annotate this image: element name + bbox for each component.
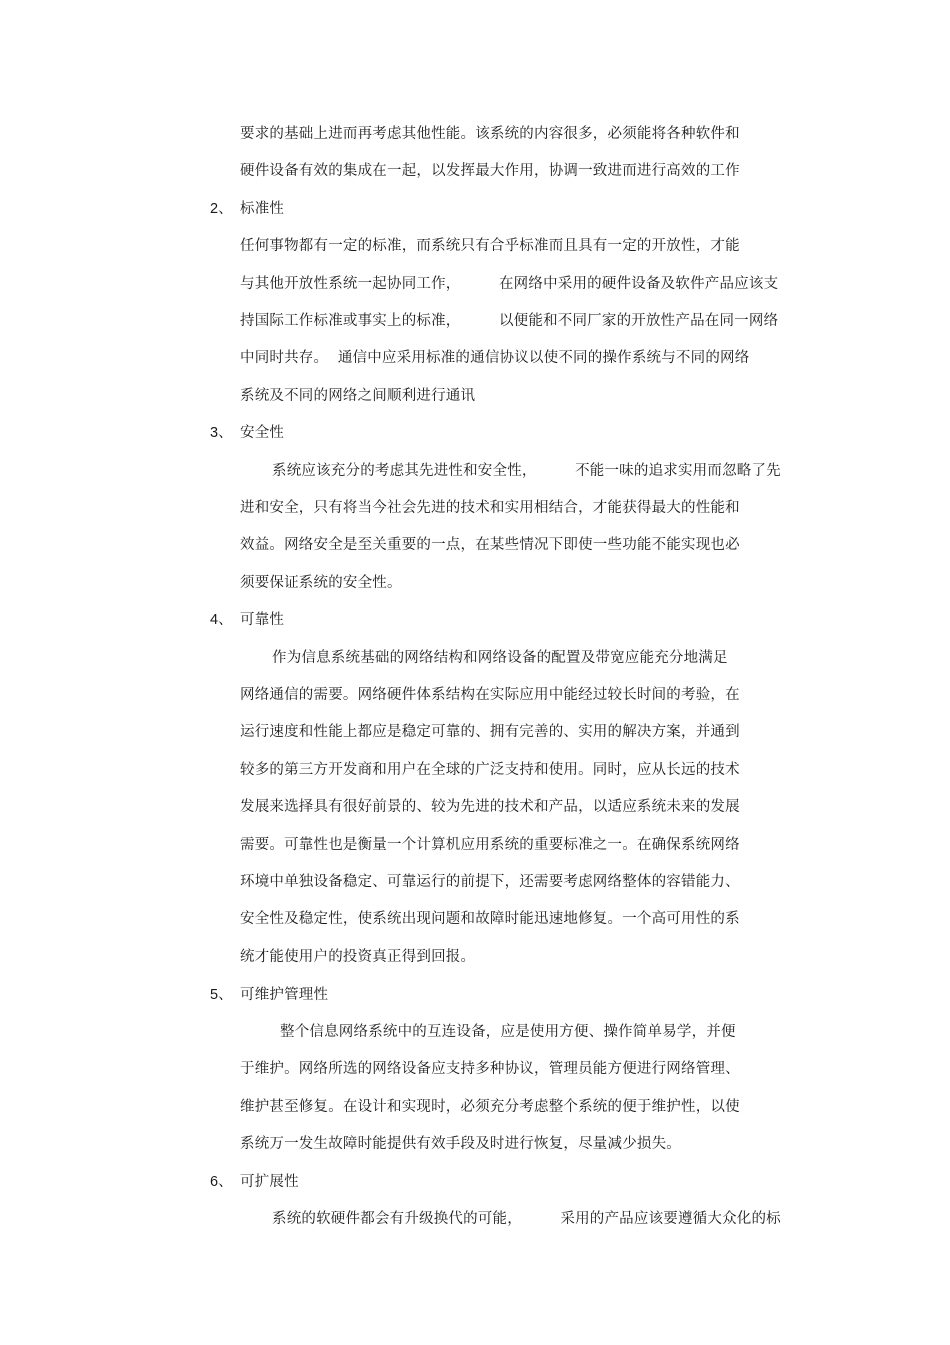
paragraph-line: 系统的软硬件都会有升级换代的可能， 采用的产品应该要遵循大众化的标 xyxy=(272,1211,781,1227)
intro-line-1: 要求的基础上进而再考虑其他性能。该系统的内容很多，必须能将各种软件和 xyxy=(240,126,740,142)
section-heading: 安全性 xyxy=(240,425,285,441)
section-heading: 可靠性 xyxy=(240,612,285,628)
paragraph-line: 系统应该充分的考虑其先进性和安全性， 不能一味的追求实用而忽略了先 xyxy=(272,463,781,479)
section-number: 5、 xyxy=(210,987,233,1003)
paragraph-line: 统才能使用户的投资真正得到回报。 xyxy=(240,949,476,965)
section-number: 2、 xyxy=(210,201,233,217)
paragraph-line: 运行速度和性能上都应是稳定可靠的、拥有完善的、实用的解决方案，并通到 xyxy=(240,724,740,740)
paragraph-line: 任何事物都有一定的标准，而系统只有合乎标准而且具有一定的开放性，才能 xyxy=(240,238,740,254)
paragraph-line: 进和安全，只有将当今社会先进的技术和实用相结合，才能获得最大的性能和 xyxy=(240,500,740,516)
paragraph-line: 与其他开放性系统一起协同工作， 在网络中采用的硬件设备及软件产品应该支 xyxy=(240,276,779,292)
section-heading: 可扩展性 xyxy=(240,1174,299,1190)
paragraph-line: 网络通信的需要。网络硬件体系结构在实际应用中能经过较长时间的考验，在 xyxy=(240,687,740,703)
paragraph-line: 作为信息系统基础的网络结构和网络设备的配置及带宽应能充分地满足 xyxy=(272,650,728,666)
intro-line-2: 硬件设备有效的集成在一起，以发挥最大作用，协调一致进而进行高效的工作 xyxy=(240,163,740,179)
paragraph-line: 效益。网络安全是至关重要的一点，在某些情况下即使一些功能不能实现也必 xyxy=(240,537,740,553)
paragraph-line: 系统万一发生故障时能提供有效手段及时进行恢复，尽量减少损失。 xyxy=(240,1136,681,1152)
paragraph-line: 需要。可靠性也是衡量一个计算机应用系统的重要标准之一。在确保系统网络 xyxy=(240,837,740,853)
paragraph-line: 中同时共存。 通信中应采用标准的通信协议以使不同的操作系统与不同的网络 xyxy=(240,350,750,366)
paragraph-line: 持国际工作标准或事实上的标准， 以便能和不同厂家的开放性产品在同一网络 xyxy=(240,313,779,329)
paragraph-line: 于维护。网络所选的网络设备应支持多种协议，管理员能方便进行网络管理、 xyxy=(240,1061,740,1077)
paragraph-line: 环境中单独设备稳定、可靠运行的前提下，还需要考虑网络整体的容错能力、 xyxy=(240,874,740,890)
paragraph-line: 系统及不同的网络之间顺利进行通讯 xyxy=(240,388,476,404)
section-heading: 标准性 xyxy=(240,201,285,217)
section-heading: 可维护管理性 xyxy=(240,987,329,1003)
paragraph-line: 较多的第三方开发商和用户在全球的广泛支持和使用。同时，应从长远的技术 xyxy=(240,762,740,778)
paragraph-line: 维护甚至修复。在设计和实现时，必须充分考虑整个系统的便于维护性，以使 xyxy=(240,1099,740,1115)
paragraph-line: 整个信息网络系统中的互连设备，应是使用方便、操作简单易学，并便 xyxy=(280,1024,736,1040)
section-number: 3、 xyxy=(210,425,233,441)
section-number: 6、 xyxy=(210,1174,233,1190)
paragraph-line: 须要保证系统的安全性。 xyxy=(240,575,402,591)
paragraph-line: 发展来选择具有很好前景的、较为先进的技术和产品，以适应系统未来的发展 xyxy=(240,799,740,815)
paragraph-line: 安全性及稳定性，使系统出现问题和故障时能迅速地修复。一个高可用性的系 xyxy=(240,911,740,927)
section-number: 4、 xyxy=(210,612,233,628)
